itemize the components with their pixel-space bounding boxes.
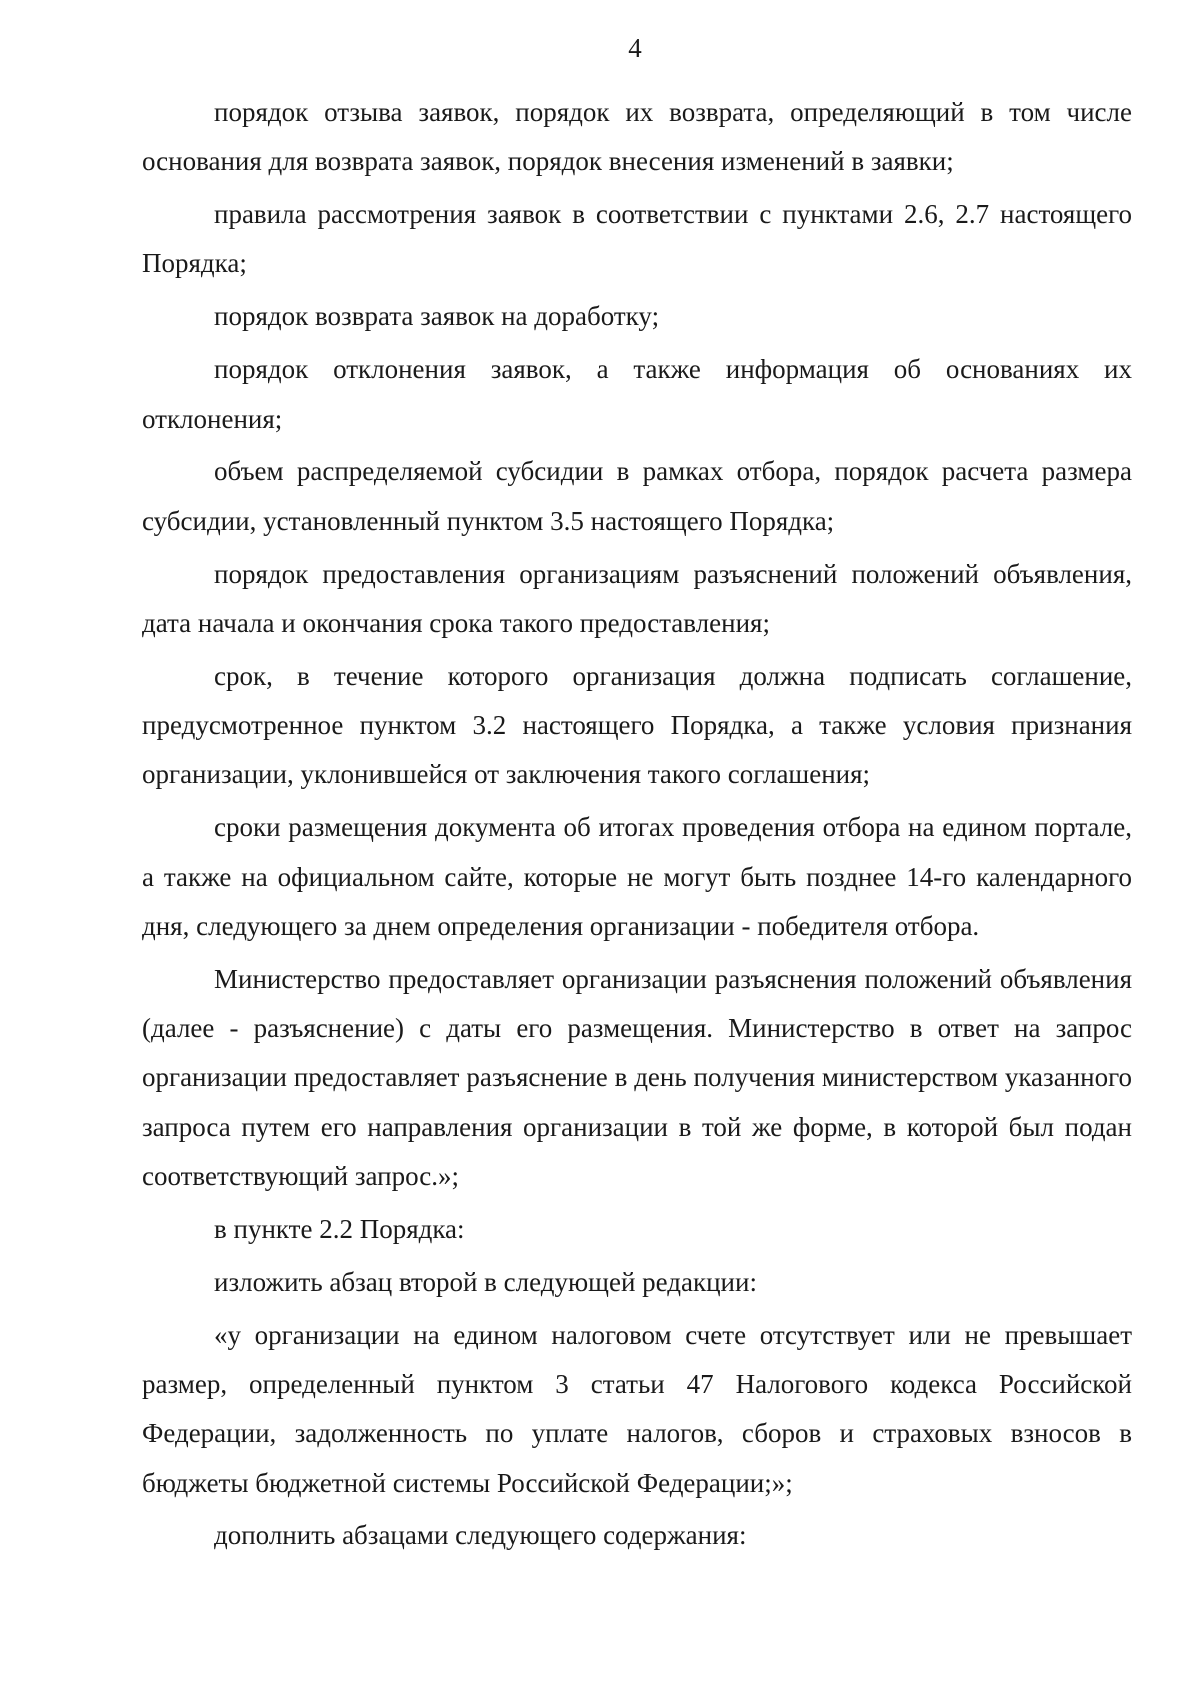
- document-body: [142, 88, 1132, 1564]
- paragraph-withdrawal-order: порядок отзыва заявок, порядок их возврата, определяющий в том числе основания для возврата заявок, порядок внесения изменений в заявки;: [142, 97, 1132, 177]
- paragraph-review-rules: правила рассмотрения заявок в соответствии с пунктами 2.6, 2.7 настоящего Порядка;: [142, 199, 1132, 279]
- paragraph-tax-debt-condition: «у организации на едином налоговом счете отсутствует или не превышает размер, определенный пунктом 3 статьи 47 Налогового кодекса Российской Федерации, задолженность по уплате налогов, сборов и страховых взносов в бюджеты бюджетной системы Российской Федерации;»;: [142, 1319, 1132, 1498]
- paragraph-amend-second-paragraph: изложить абзац второй в следующей редакции:: [214, 1266, 757, 1297]
- paragraph-return-for-revision: порядок возврата заявок на доработку;: [214, 301, 660, 332]
- paragraph-add-paragraphs: дополнить абзацами следующего содержания:: [214, 1520, 747, 1551]
- paragraph-clarifications-order: порядок предоставления организациям разъяснений положений объявления, дата начала и окончания срока такого предоставления;: [142, 558, 1132, 638]
- page-number: 4: [628, 33, 642, 63]
- paragraph-subsidy-volume: объем распределяемой субсидии в рамках отбора, порядок расчета размера субсидии, установленный пунктом 3.5 настоящего Порядка;: [142, 456, 1132, 536]
- paragraph-clause-2-2: в пункте 2.2 Порядка:: [214, 1213, 465, 1244]
- paragraph-rejection-order: порядок отклонения заявок, а также информация об основаниях их отклонения;: [142, 354, 1132, 434]
- paragraph-ministry-clarification: Министерство предоставляет организации разъяснения положений объявления (далее - разъяснение) с даты его размещения. Министерство в ответ на запрос организации предоставляет разъяснение в день получения министерством указанного запроса путем его направления организации в той же форме, в которой был подан соответствующий запрос.»;: [142, 963, 1132, 1191]
- paragraph-agreement-deadline: срок, в течение которого организация должна подписать соглашение, предусмотренное пунктом 3.2 настоящего Порядка, а также условия признания организации, уклонившейся от заключения такого соглашения;: [142, 660, 1132, 790]
- paragraph-results-publication: сроки размещения документа об итогах проведения отбора на едином портале, а также на официальном сайте, которые не могут быть позднее 14-го календарного дня, следующего за днем определения организации - победителя отбора.: [142, 812, 1132, 941]
